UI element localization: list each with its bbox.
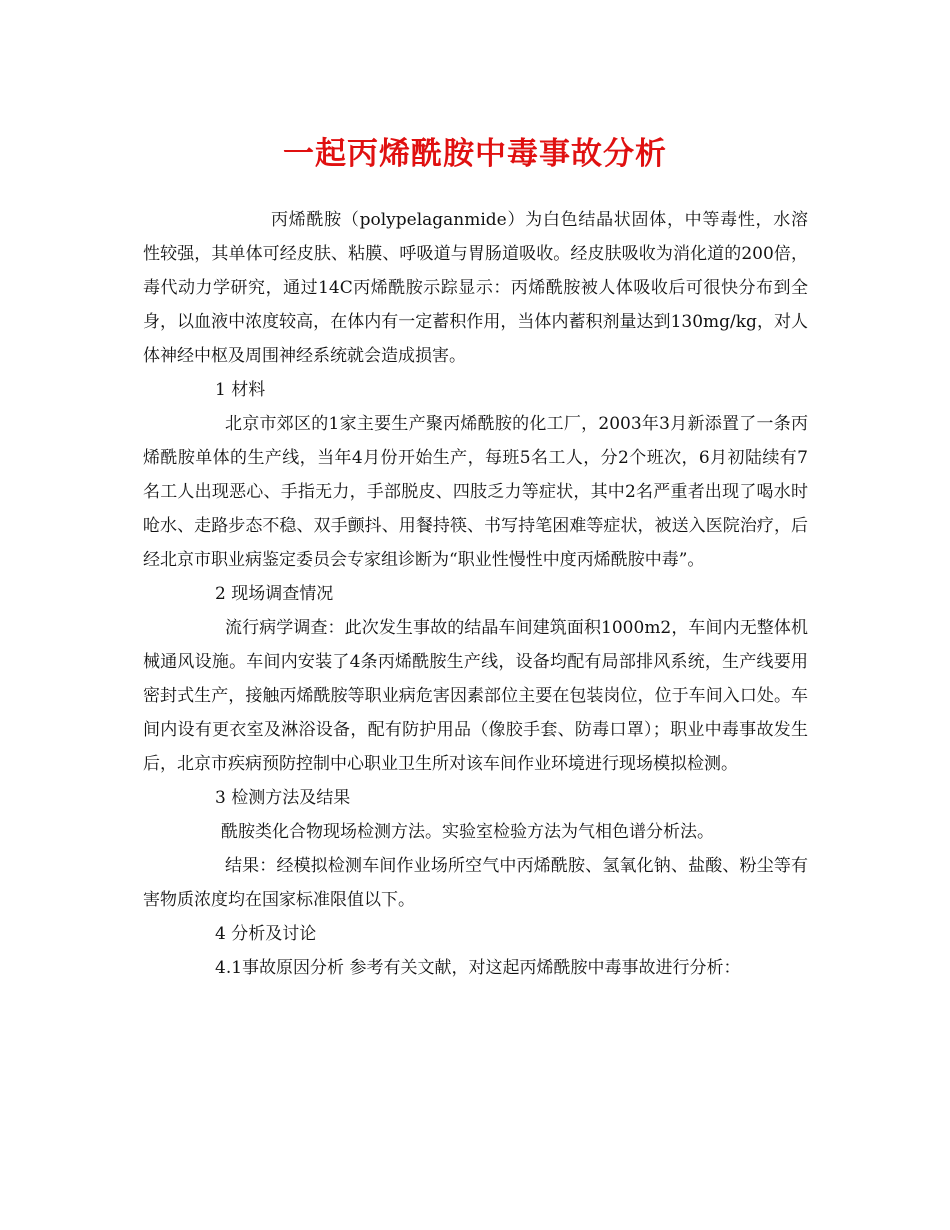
section-heading-site-survey: 2 现场调查情况 [215, 584, 334, 604]
methods-paragraph: 酰胺类化合物现场检测方法。实验室检验方法为气相色谱分析法。 [221, 822, 714, 842]
cause-analysis-paragraph: 4.1事故原因分析 参考有关文献，对这起丙烯酰胺中毒事故进行分析： [215, 958, 741, 978]
intro-paragraph: 丙烯酰胺（polypelaganmide）为白色结晶状固体，中等毒性，水溶性较强，其单体可经皮肤、粘膜、呼吸道与胃肠道吸收。经皮肤吸收为消化道的200倍，毒代动力学研究，通过14C丙烯酰胺示踪显示：丙烯酰胺被人体吸收后可很快分布到全身，以血液中浓度较高，在体内有一定蓄积作用，当体内蓄积剂量达到130mg/kg，对人体神经中枢及周围神经系统就会造成损害。 [143, 210, 808, 366]
results-paragraph: 结果：经模拟检测车间作业场所空气中丙烯酰胺、氢氧化钠、盐酸、粉尘等有害物质浓度均在国家标准限值以下。 [143, 856, 808, 910]
section-heading-analysis: 4 分析及讨论 [215, 924, 317, 944]
section-heading-materials: 1 材料 [215, 380, 266, 400]
materials-paragraph: 北京市郊区的1家主要生产聚丙烯酰胺的化工厂，2003年3月新添置了一条丙烯酰胺单体的生产线，当年4月份开始生产，每班5名工人，分2个班次，6月初陆续有7名工人出现恶心、手指无力，手部脱皮、四肢乏力等症状，其中2名严重者出现了喝水时呛水、走路步态不稳、双手颤抖、用餐持筷、书写持笔困难等症状，被送入医院治疗，后经北京市职业病鉴定委员会专家组诊断为“职业性慢性中度丙烯酰胺中毒”。 [143, 414, 808, 570]
section-heading-methods: 3 检测方法及结果 [215, 788, 351, 808]
document-body [143, 203, 808, 985]
site-survey-paragraph: 流行病学调查：此次发生事故的结晶车间建筑面积1000m2，车间内无整体机械通风设施。车间内安装了4条丙烯酰胺生产线，设备均配有局部排风系统，生产线要用密封式生产，接触丙烯酰胺等职业病危害因素部位主要在包装岗位，位于车间入口处。车间内设有更衣室及淋浴设备，配有防护用品（像胶手套、防毒口罩）；职业中毒事故发生后，北京市疾病预防控制中心职业卫生所对该车间作业环境进行现场模拟检测。 [143, 618, 808, 774]
document-title: 一起丙烯酰胺中毒事故分析 [283, 136, 667, 172]
